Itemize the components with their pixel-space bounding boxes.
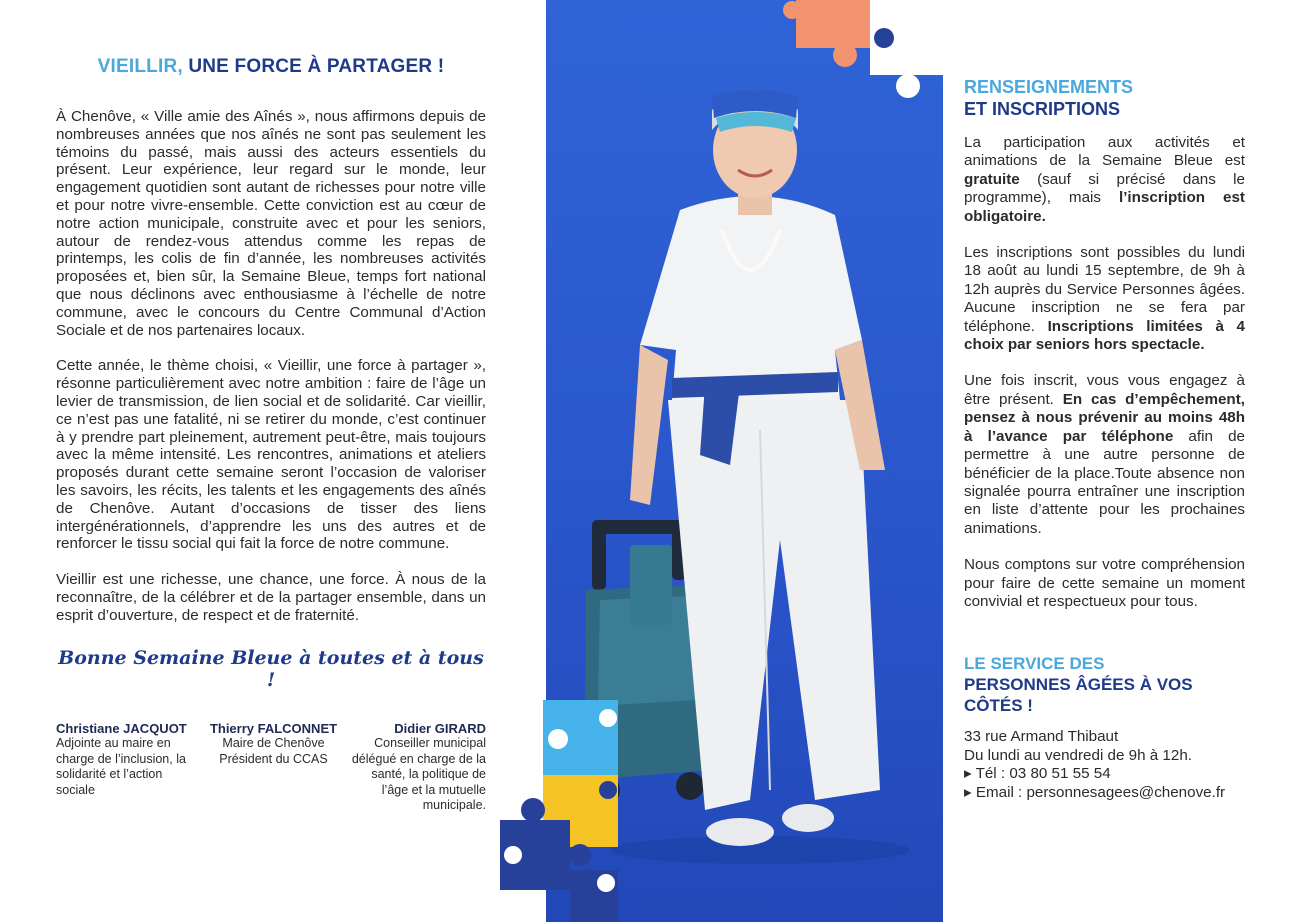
contact-block [964,728,1245,802]
service-heading [964,653,1245,716]
contact-hours: Du lundi au vendredi de 9h à 12h. [964,746,1192,764]
editorial-paragraph-3: Vieillir est une richesse, une chance, une force. À nous de la reconnaître, de la célébrer et de la partager ensemble, dans un esprit d’ouverture, de respect et de fraternité. [56,571,486,624]
signature-role: Conseiller municipal délégué en charge de la santé, la politique de l’âge et la mutuelle municipale. [351,736,486,813]
editorial-paragraph-2: Cette année, le thème choisi, « Vieillir, une force à partager », résonne particulièrement avec notre ambition : faire de l’âge un levier de transmission, de lien social et de solidarité. Car vieillir, ce n’est pas une fatalité, ni se retirer du monde, c’est continuer à y prendre part pleinement, autrement peut-être, mais toujours avec la même intensité. Les rencontres, animations et ateliers proposés durant cette semaine seront l’occasion de valoriser les savoirs, les récits, les talents et les engagements des aînés de Chenôve. Autant d’occasions de tisser des liens intergénérationnels, d’apprendre les uns des autres et de renforcer le tissu social qui fait la force de notre commune. [56,357,486,553]
puzzle-bottom-right-icon [570,870,618,922]
understanding-paragraph: Nous comptons sur votre compréhension pour faire de cette semaine un moment convivial et respectueux pour tous. [964,556,1245,610]
puzzle-navy-top-icon [874,28,894,48]
contact-address: 33 rue Armand Thibaut [964,728,1119,746]
signature-role: Maire de Chenôve Président du CCAS [219,736,328,766]
title-main: UNE FORCE À PARTAGER ! [188,56,445,77]
service-heading-line-1: LE SERVICE DES [964,654,1105,674]
editorial-paragraph-1: À Chenôve, « Ville amie des Aînés », nous affirmons depuis de nombreuses années que nos aînés ne sont pas seulement les témoins du passé, mais aussi des acteurs essentiels du présent. Leur expérience, leur regard sur le monde, leur engagement quotidien sont autant de richesses pour notre ville et pour notre vivre-ensemble. Cette conviction est au cœur de notre action municipale, construite avec et pour les seniors, autour de rendez-vous attendus comme les repas de printemps, les colis de fin d’année, les nombreuses activités proposées et, bien sûr, la Semaine Bleue, temps fort national que nous déclinons avec enthousiasme à l’échelle de notre commune, avec le concours du Centre Communal d’Action Sociale et de nos partenaires locaux. [56,108,486,339]
contact-email[interactable]: ▸ Email : personnesagees@chenove.fr [964,783,1226,801]
closing-wish: Bonne Semaine Bleue à toutes et à tous ! [58,646,484,691]
signature-role: Adjointe au maire en charge de l’inclusion, la solidarité et l’action sociale [56,736,186,797]
heading-line-2: ET INSCRIPTIONS [964,99,1121,119]
puzzle-salmon-icon [783,0,870,67]
info-column [964,76,1245,802]
signature-name: Didier GIRARD [394,720,486,736]
puzzle-sky-icon [543,700,618,775]
participation-paragraph: La participation aux activités et animations de la Semaine Bleue est gratuite (sauf si précisé dans le programme), mais l’inscription est obligatoire. [964,134,1245,225]
puzzle-white-icon [896,74,920,98]
signature-name: Christiane JACQUOT [56,720,187,736]
registration-heading [964,76,1245,120]
heading-line-1: RENSEIGNEMENTS [964,77,1134,97]
signature-name: Thierry FALCONNET [209,720,338,736]
title-highlight: VIEILLIR, [97,56,183,77]
registration-dates-paragraph: Les inscriptions sont possibles du lundi 18 août au lundi 15 septembre, de 9h à 12h auprès du Service Personnes âgées. Aucune inscription ne se fera par téléphone. Inscriptions limitées à 4 choix par seniors hors spectacle. [964,244,1245,354]
service-heading-line-2: PERSONNES ÂGÉES À VOS CÔTÉS ! [964,675,1193,716]
commitment-paragraph: Une fois inscrit, vous vous engagez à être présent. En cas d’empêchement, pensez à nous prévenir au moins 48h à l’avance par téléphone afin de permettre à une autre personne de bénéficier de la place.Toute absence non signalée pourra entraîner une inscription en liste d’attente pour les prochaines animations. [964,372,1245,537]
contact-phone[interactable]: ▸ Tél : 03 80 51 55 54 [964,765,1111,783]
